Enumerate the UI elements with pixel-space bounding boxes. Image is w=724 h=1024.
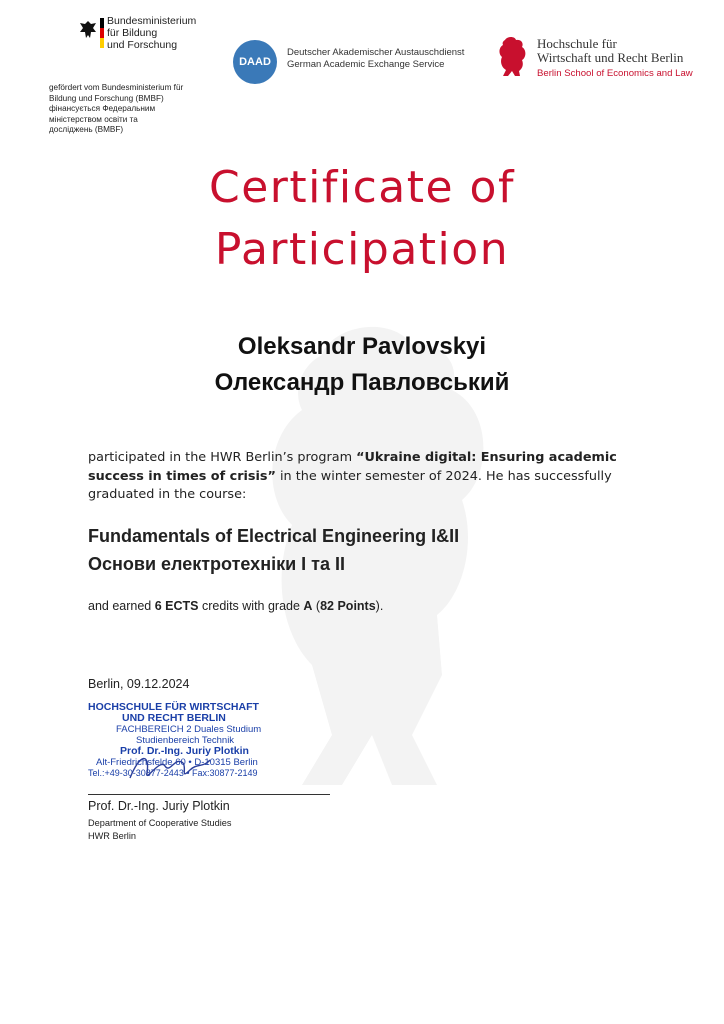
signature-icon — [125, 748, 215, 788]
stamp-line: UND RECHT BERLIN — [122, 712, 226, 724]
daad-badge: DAAD — [239, 56, 271, 68]
credits-value: 6 ECTS — [154, 599, 199, 613]
bmbf-name-line: für Bildung — [107, 27, 158, 39]
credits-statement — [88, 599, 383, 613]
paragraph-outro: in the winter semester of 2024. He has successfully graduated in the course: — [88, 468, 612, 502]
program-name: “Ukraine digital: Ensuring academic success in times of crisis” — [88, 450, 617, 484]
funding-line: фінансується Федеральним — [49, 104, 156, 113]
title-line-2: Participation — [214, 224, 510, 275]
points-post: ). — [375, 599, 384, 613]
paragraph-intro: participated in the HWR Berlin’s program — [88, 450, 357, 465]
funding-line: gefördert vom Bundesministerium für — [49, 83, 184, 92]
hwr-name-line: Hochschule für — [537, 36, 617, 51]
certificate-title — [0, 163, 724, 275]
grade-value: A — [303, 599, 313, 613]
stamp-line: HOCHSCHULE FÜR WIRTSCHAFT — [88, 701, 259, 713]
hwr-name-line: Wirtschaft und Recht Berlin — [537, 50, 684, 65]
signatory-department: Department of Cooperative Studies — [88, 818, 232, 828]
stamp-line: Studienbereich Technik — [136, 735, 235, 746]
recipient-name-latin: Oleksandr Pavlovskyi — [237, 333, 487, 360]
course-name-uk: Основи електротехніки I та II — [88, 554, 345, 574]
funding-line: досліджень (BMBF) — [49, 125, 124, 134]
signature-line — [88, 794, 330, 795]
stamp-line: FACHBEREICH 2 Duales Studium — [116, 724, 262, 735]
recipient-name-cyrillic: Олександр Павловський — [214, 369, 510, 396]
bmbf-funding-note — [49, 83, 199, 136]
daad-logo — [233, 40, 277, 84]
daad-name — [287, 47, 464, 71]
signatory-institution: HWR Berlin — [88, 831, 136, 841]
bmbf-name-line: Bundesministerium — [107, 15, 197, 27]
german-flag-icon — [100, 18, 104, 48]
funding-line: Bildung und Forschung (BMBF) — [49, 93, 164, 103]
daad-name-en: German Academic Exchange Service — [287, 59, 445, 70]
earned-pre: and earned — [88, 599, 155, 613]
bmbf-name-line: und Forschung — [107, 39, 178, 51]
bmbf-name — [107, 15, 196, 51]
hwr-name — [537, 37, 683, 65]
hwr-bear-icon — [497, 36, 527, 78]
signatory-name: Prof. Dr.-Ing. Juriy Plotkin — [88, 799, 230, 813]
stamp-line: Alt-Friedrichsfelde 60 • D-10315 Berlin — [96, 757, 258, 768]
points-pre: ( — [312, 599, 321, 613]
course-name-en: Fundamentals of Electrical Engineering I&II — [88, 526, 460, 546]
eagle-icon — [79, 20, 97, 42]
issue-date: Berlin, 09.12.2024 — [88, 677, 190, 691]
stamp-line: Prof. Dr.-Ing. Juriy Plotkin — [120, 745, 249, 757]
daad-name-de: Deutscher Akademischer Austauschdienst — [287, 47, 465, 58]
grade-pre: credits with grade — [198, 599, 304, 613]
stamp-line: Tel.:+49-30-30877-2443 • Fax:30877-2149 — [88, 768, 258, 778]
participation-paragraph — [88, 449, 633, 505]
points-value: 82 Points — [320, 599, 376, 613]
funding-line: міністерством освіти та — [49, 114, 138, 124]
hwr-name-en: Berlin School of Economics and Law — [537, 68, 693, 79]
title-line-1: Certificate of — [209, 162, 515, 213]
